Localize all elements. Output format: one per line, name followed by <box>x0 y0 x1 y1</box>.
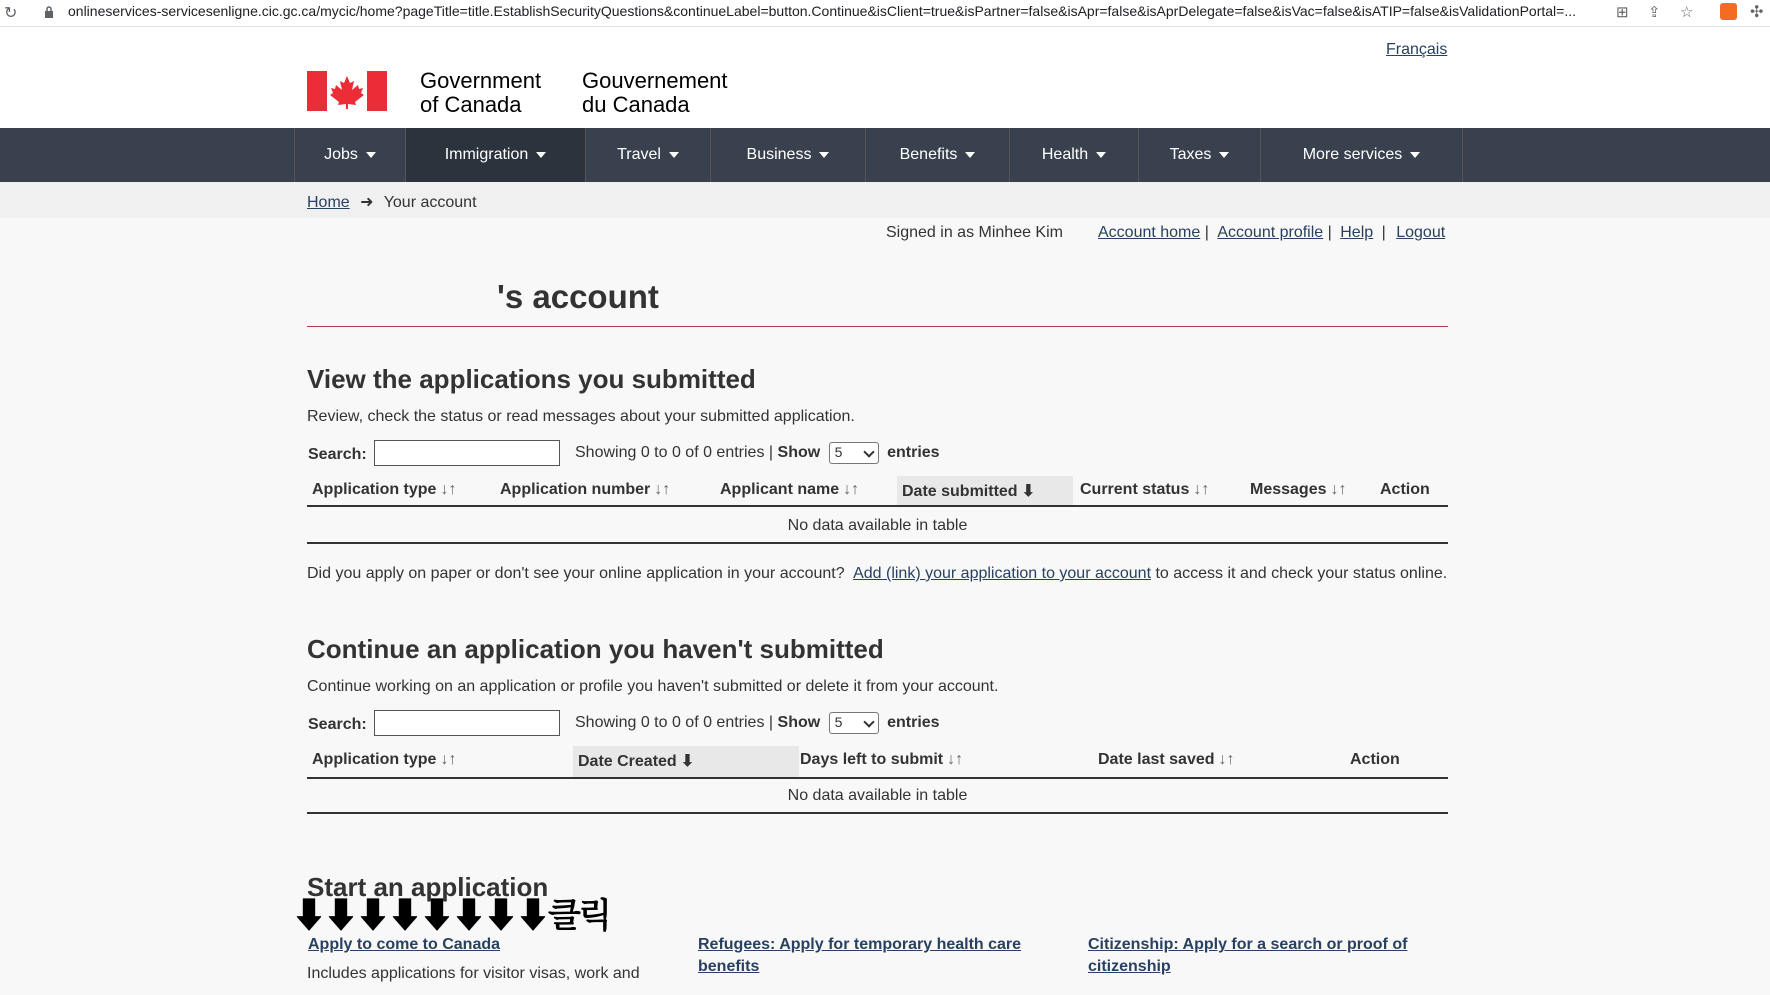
menu-item-label: Travel <box>617 146 661 163</box>
menu-item-immigration[interactable] <box>406 128 586 182</box>
wordmark-french <box>582 69 728 117</box>
show-label: Show <box>777 444 821 462</box>
arrow-down-icon: ⬇ <box>1021 483 1035 500</box>
account-links <box>1098 224 1445 242</box>
col-label: Messages <box>1250 481 1327 498</box>
card-link-text: Citizenship: Apply for a search or proof of <box>1088 936 1408 953</box>
add-application-link[interactable]: Add (link) your application to your account <box>853 565 1152 582</box>
sort-icon: ↓↑ <box>1330 481 1347 498</box>
unsubmitted-showing <box>575 712 940 734</box>
wordmark-en-line1: Government <box>420 68 542 93</box>
col-application-type[interactable] <box>312 481 456 499</box>
col-applicant-name[interactable] <box>720 481 859 499</box>
star-icon[interactable]: ☆ <box>1680 4 1694 21</box>
share-icon[interactable]: ⇪ <box>1648 4 1661 21</box>
citizenship-proof-link[interactable] <box>1088 934 1407 978</box>
table-bottom-rule <box>307 542 1448 544</box>
help-link[interactable]: Help <box>1340 224 1374 241</box>
menu-item-label: Immigration <box>444 146 529 163</box>
col-label: Date submitted <box>902 483 1018 500</box>
menu-item-health[interactable] <box>1010 128 1139 182</box>
sort-icon: ↓↑ <box>440 751 457 768</box>
table-bottom-rule <box>307 812 1448 814</box>
apply-to-come-description: Includes applications for visitor visas, work and <box>307 965 640 982</box>
lock-icon[interactable] <box>44 6 54 18</box>
note-text: Did you apply on paper or don't see your online application in your account? <box>307 565 845 582</box>
entries-label: entries <box>887 444 940 462</box>
menu-item-label: Benefits <box>899 146 958 163</box>
col-label: Application type <box>312 481 437 498</box>
showing-text: Showing 0 to 0 of 0 entries | <box>575 444 774 462</box>
col-current-status[interactable] <box>1080 481 1209 499</box>
col-label: Application number <box>500 481 651 498</box>
menu-item-label: Health <box>1041 146 1089 163</box>
arrow-right-icon: ➜ <box>360 194 374 211</box>
col-label: Date last saved <box>1098 751 1215 768</box>
menu-item-label: Business <box>746 146 812 163</box>
select-value: 5 <box>834 444 843 460</box>
menu-item-benefits[interactable] <box>866 128 1010 182</box>
col-application-number[interactable] <box>500 481 670 499</box>
col-label: Days left to submit <box>800 751 944 768</box>
unsubmitted-page-size-select[interactable] <box>829 712 879 734</box>
col-label: Date Created <box>578 753 677 770</box>
main-menu <box>0 128 1770 182</box>
chevron-down-icon <box>536 152 546 158</box>
card-link-text: citizenship <box>1088 958 1171 975</box>
menu-item-more-services[interactable] <box>1261 128 1463 182</box>
site-header <box>0 27 1770 128</box>
wordmark-fr-line1: Gouvernement <box>582 68 728 93</box>
table-header-rule <box>307 777 1448 779</box>
chevron-down-icon <box>366 152 376 158</box>
entries-label: entries <box>887 714 940 732</box>
col-label: Applicant name <box>720 481 840 498</box>
submitted-search-input[interactable] <box>374 440 560 466</box>
breadcrumb-current: Your account <box>383 194 477 211</box>
col-label: Current status <box>1080 481 1190 498</box>
chevron-down-icon <box>669 152 679 158</box>
unsubmitted-search-input[interactable] <box>374 710 560 736</box>
select-value: 5 <box>834 714 843 730</box>
note-text: to access it and check your status online. <box>1155 565 1448 582</box>
separator: | <box>1327 224 1332 241</box>
canada-flag-icon <box>307 71 387 111</box>
menu-item-business[interactable] <box>711 128 866 182</box>
account-home-link[interactable]: Account home <box>1098 224 1201 241</box>
menu-item-taxes[interactable] <box>1139 128 1261 182</box>
show-label: Show <box>777 714 821 732</box>
url-text[interactable]: onlineservices-servicesenligne.cic.gc.ca/mycic/home?pageTitle=title.EstablishSecurityQuestions&continueLabel=button.Continue&isClient=true&isPartner=false&isApr=false&isAprDelegate=false&isVac=false&isATIP=false&isValidationPortal=... <box>68 3 1576 19</box>
browser-address-bar <box>0 0 1770 27</box>
chevron-down-icon <box>863 716 874 727</box>
menu-item-label: Jobs <box>324 146 358 163</box>
click-annotation: ⬇⬇⬇⬇⬇⬇⬇⬇클릭 <box>292 897 610 935</box>
breadcrumb <box>0 182 1770 218</box>
card-link-text: benefits <box>698 958 760 975</box>
menu-item-label: More services <box>1302 146 1403 163</box>
language-toggle-link[interactable]: Français <box>1386 41 1448 58</box>
wordmark-english <box>420 69 541 117</box>
signed-in-text: Signed in as Minhee Kim <box>886 224 1063 241</box>
showing-text: Showing 0 to 0 of 0 entries | <box>575 714 774 732</box>
chevron-down-icon <box>1219 152 1229 158</box>
col-messages[interactable] <box>1250 481 1347 499</box>
col-days-left[interactable] <box>800 751 963 769</box>
paper-application-note <box>307 565 1447 583</box>
menu-item-travel[interactable] <box>586 128 711 182</box>
unsubmitted-heading: Continue an application you haven't submitted <box>307 634 884 664</box>
submitted-page-size-select[interactable] <box>829 442 879 464</box>
puzzle-icon[interactable]: ✣ <box>1750 4 1764 21</box>
apply-to-come-link[interactable] <box>308 934 500 956</box>
sort-icon: ↓↑ <box>654 481 671 498</box>
col-date-last-saved[interactable] <box>1098 751 1235 769</box>
menu-item-label: Taxes <box>1169 146 1212 163</box>
submitted-description: Review, check the status or read messages about your submitted application. <box>307 408 855 425</box>
chevron-down-icon <box>965 152 975 158</box>
account-profile-link[interactable]: Account profile <box>1217 224 1324 241</box>
table-header-rule <box>307 505 1448 507</box>
sort-icon: ↓↑ <box>843 481 860 498</box>
translate-icon[interactable]: ⊞ <box>1616 4 1629 21</box>
breadcrumb-home-link[interactable]: Home <box>307 194 350 211</box>
submitted-empty-row: No data available in table <box>787 517 968 534</box>
reload-icon[interactable]: ↻ <box>4 5 18 22</box>
chevron-down-icon <box>819 152 829 158</box>
col-application-type-2[interactable] <box>312 751 456 769</box>
submitted-heading: View the applications you submitted <box>307 364 756 394</box>
chevron-down-icon <box>1096 152 1106 158</box>
sort-icon: ↓↑ <box>947 751 964 768</box>
menu-item-jobs[interactable] <box>295 128 406 182</box>
separator: | <box>1381 224 1386 241</box>
chevron-down-icon <box>1410 152 1420 158</box>
arrow-down-icon: ⬇ <box>680 753 695 770</box>
unsubmitted-empty-row: No data available in table <box>787 787 968 804</box>
sort-icon: ↓↑ <box>1193 481 1210 498</box>
chevron-down-icon <box>863 446 874 457</box>
wordmark-en-line2: of Canada <box>420 92 522 117</box>
col-action-2: Action <box>1350 751 1400 768</box>
sort-icon: ↓↑ <box>1218 751 1235 768</box>
submitted-search-label: Search: <box>308 446 367 463</box>
col-label: Application type <box>312 751 437 768</box>
col-date-created[interactable] <box>573 746 799 777</box>
unsubmitted-search-label: Search: <box>308 716 367 733</box>
wordmark-fr-line2: du Canada <box>582 92 690 117</box>
card-link-text: Apply to come to Canada <box>308 936 501 953</box>
title-divider <box>307 326 1448 327</box>
start-heading: Start an application <box>307 872 549 902</box>
submitted-showing <box>575 442 940 464</box>
logout-link[interactable]: Logout <box>1396 224 1446 241</box>
unsubmitted-description: Continue working on an application or profile you haven't submitted or delete it from your account. <box>307 678 999 695</box>
refugees-health-link[interactable] <box>698 934 1021 978</box>
extension-icon[interactable] <box>1720 3 1737 20</box>
card-link-text: Refugees: Apply for temporary health care <box>698 936 1022 953</box>
col-action: Action <box>1380 481 1430 498</box>
col-date-submitted[interactable] <box>897 476 1073 507</box>
sort-icon: ↓↑ <box>440 481 457 498</box>
separator: | <box>1204 224 1209 241</box>
page-title: 's account <box>497 278 659 315</box>
